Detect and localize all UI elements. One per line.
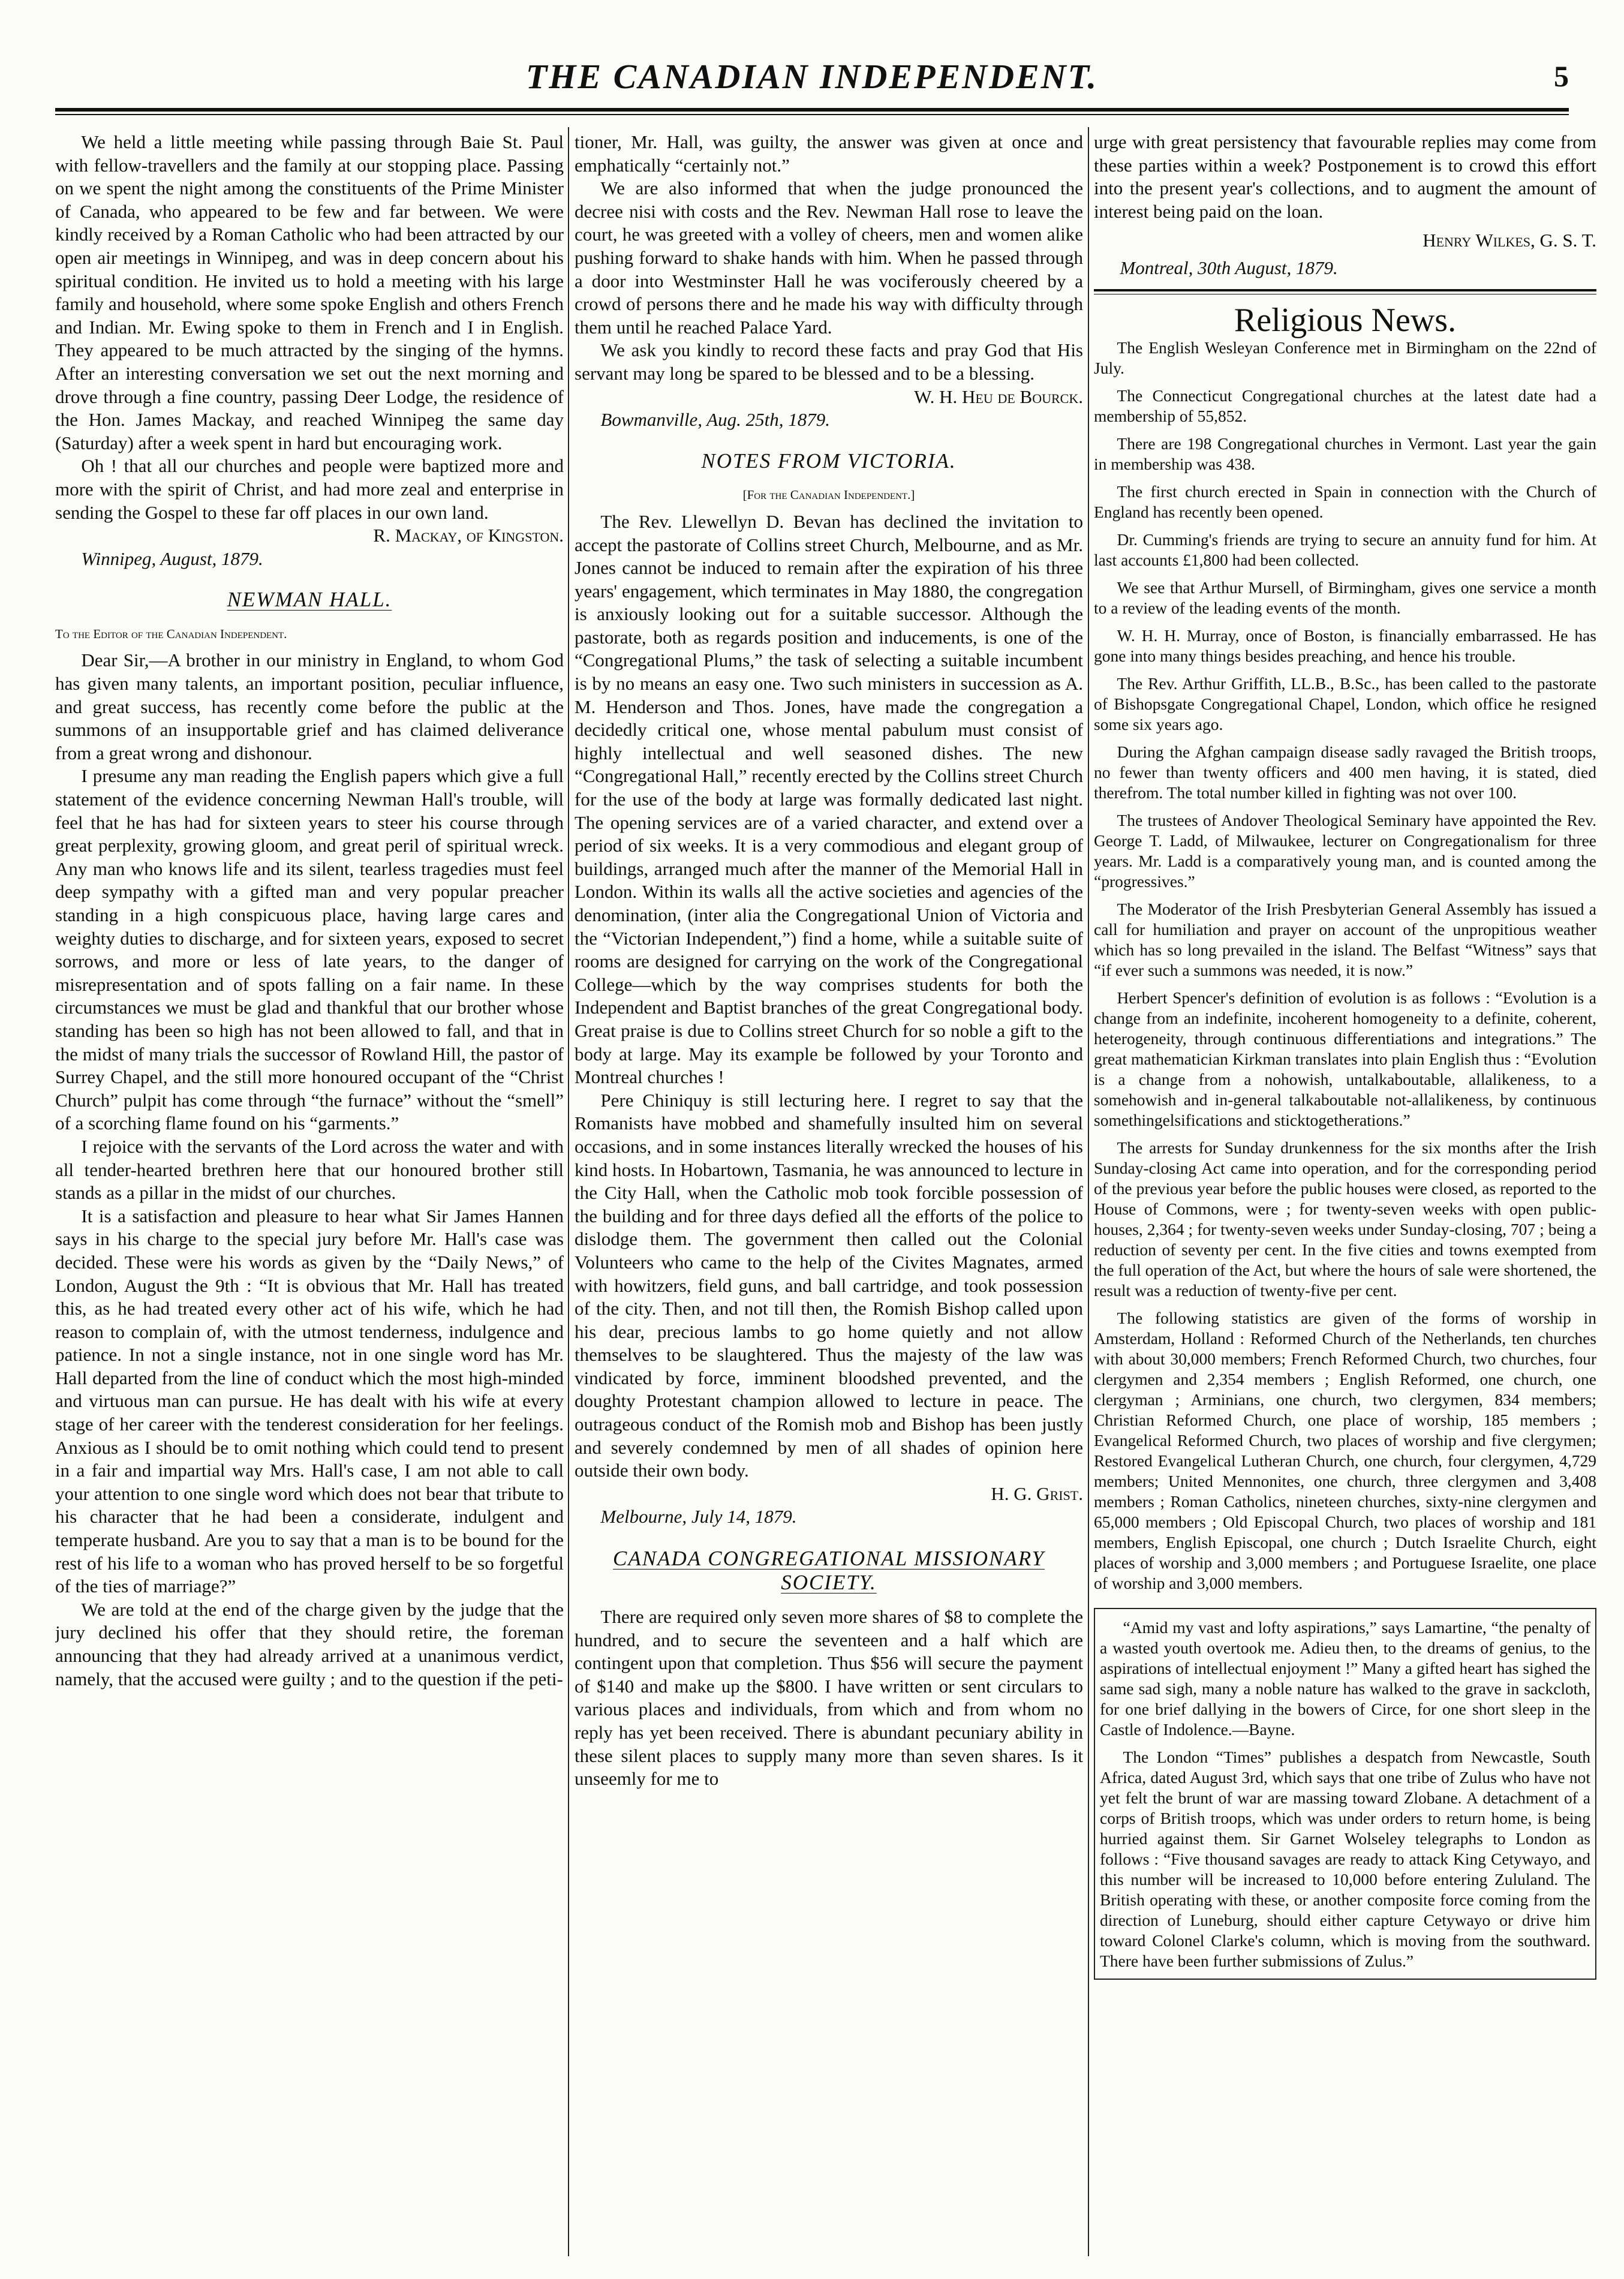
news-item: The Moderator of the Irish Presbyterian General Assembly has issued a call for humiliation and prayer on account of the unpropitious weather which has so long prevailed in the island. The Belfast “Witness” says that “if ever such a summons was needed, it is now.” [1094,900,1596,980]
article-paragraph: It is a satisfaction and pleasure to hear what Sir James Hannen says in his charge to the special jury before Mr. Hall's case was decided. These were his words as given by the “Daily News,” of London, August the 9th : “It is obvious that Mr. Hall has treated this, as he had treated every other act of his wife, which he had reason to complain of, with the utmost tenderness, indulgence and patience. In not a single instance, not in one single word has Mr. Hall departed from the line of conduct which the most high-minded and virtuous man can pursue. He has dealt with his wife at every stage of her career with the tenderest consideration for her feelings. Anxious as I should be to omit nothing which could tend to present in a fair and impartial way Mrs. Hall's case, I am not able to call your attention to one single word which does not bear that tribute to his character that he had been a considerate, indulgent and temperate husband. Are you to say that a man is to be bound for the rest of his life to a woman who has proved herself to be so forgetful of the ties of marriage?” [55,1205,564,1597]
news-item: The Connecticut Congregational churches at the latest date had a membership of 55,852. [1094,386,1596,426]
article-paragraph: We ask you kindly to record these facts and pray God that His servant may long be spared to be blessed and to be a blessing. [575,339,1083,384]
section-heading: CANADA CONGREGATIONAL MISSIONARY SOCIETY. [613,1547,1045,1595]
signature: R. Mackay, of Kingston. [373,525,564,546]
masthead-rule-thin [55,114,1569,115]
section-heading: Religious News. [1234,302,1457,339]
masthead-rule [55,108,1569,112]
article-paragraph: The Rev. Llewellyn D. Bevan has declined the invitation to accept the pastorate of Collins street Church, Melbourne, and as Mr. Jones cannot be induced to remain after the expiration of his three years' engagement, which terminates in May 1880, the congregation is anxiously looking out for a suitable successor. Although the pastorate, both as regards position and inducements, is one of the “Congregational Plums,” the task of selecting a suitable incumbent is by no means an easy one. Two such ministers in succession as A. M. Henderson and Thos. Jones, have made the congregation a decidedly critical one, whose mental pabulum must consist of highly intellectual and well seasoned dishes. The new “Congregational Hall,” recently erected by the Collins street Church for the use of the body at large was formally dedicated last night. The opening services are of a varied character, and extend over a period of six weeks. It is a very commodious and elegant group of buildings, arranged much after the manner of the Memorial Hall in London. Within its walls all the active societies and agencies of the denomination, (inter alia the Congregational Union of Victoria and the “Victorian Independent,”) find a home, while a suitable suite of rooms are designed for carrying on the work of the Congregational College—which by the way comprises students for both the Independent and Baptist branches of the great Congregational body. Great praise is due to Collins street Church for so noble a gift to the body at large. May its example be followed by your Toronto and Montreal churches ! [575,510,1083,1088]
article-paragraph: There are required only seven more shares of $8 to complete the hundred, and to secure the seventeen and a half which are contingent upon that completion. Thus $56 will secure the payment of $140 and make up the $800. I have written or sent circulars to various places and individuals, from which and from whom no reply has yet been received. There is abundant pecuniary ability in these silent places to supply many more than seven shares. Is it unseemly for me to [575,1606,1083,1790]
article-paragraph: Dear Sir,—A brother in our ministry in England, to whom God has given many talents, an important position, peculiar influence, and great success, has recently come before the public at the summons of an insupportable grief and has claimed deliverance from a great wrong and dishonour. [55,650,564,763]
news-item: Dr. Cumming's friends are trying to secure an annuity fund for him. At last accounts £1,800 had been collected. [1094,530,1596,570]
section-rule [1094,289,1596,291]
article-paragraph: urge with great persistency that favourable replies may come from these parties within a week? Postponement is to crowd this effort into the present year's collections, and to augment the amount of interest being paid on the loan. [1094,131,1596,222]
page-title: THE CANADIAN INDEPENDENT. [525,57,1099,96]
news-item: During the Afghan campaign disease sadly ravaged the British troops, no fewer than twenty officers and 400 men having, it is stated, died therefrom. The total number killed in fighting was not over 100. [1094,742,1596,802]
news-item: Herbert Spencer's definition of evolution is as follows : “Evolution is a change from an indefinite, incoherent homogeneity to a definite, coherent, heterogeneity, through continuous differentiations and integrations.” The great mathematician Kirkman translates into plain English thus : “Evolution is a change from a nohowish, untalkaboutable, allalikeness, to a somehowish and in-general talkaboutable not-allalikeness, by continuous somethingelsifications and sticktogetherations.” [1094,988,1596,1130]
article-paragraph: We held a little meeting while passing through Baie St. Paul with fellow-travellers and the family at our stopping place. Passing on we spent the night among the constituents of the Prime Minister of Canada, who appeared to be few and far between. We were kindly received by a Roman Catholic who had been attracted by our open air meetings in Winnipeg, and was in deep concern about his spiritual condition. He invited us to hold a meeting with his large family and household, where some spoke English and others French and Indian. Mr. Ewing spoke to them in French and I in English. They appeared to be much attracted by the singing of the hymns. After an interesting conversation we set out the next morning and drove through a fine country, passing Deer Lodge, the residence of the Hon. James Mackay, and reached Winnipeg the same day (Saturday) after a week spent in hard but encouraging work. [55,131,564,453]
column-divider [568,127,569,2256]
column-1 [55,131,564,2254]
source-note: [For the Canadian Independent.] [742,488,915,503]
news-item: The trustees of Andover Theological Seminary have appointed the Rev. George T. Ladd, of Milwaukee, lecturer on Congregationalism for three years. Mr. Ladd is a comparatively young man, and is counted among the “progressives.” [1094,811,1596,891]
signature: W. H. Heu de Bourck. [914,386,1083,407]
news-item: The following statistics are given of the forms of worship in Amsterdam, Holland : Reformed Church of the Netherlands, ten churches with about 30,000 members; French Reformed Church, two churches, four clergymen and 2,354 members ; English Reformed, one church, one clergyman ; Arminians, one church, two clergymen, 834 members; Christian Reformed Church, one place of worship, 185 members ; Evangelical Reformed Church, two places of worship and five clergymen; Restored Evangelical Lutheran Church, one church, four clergymen, 4,729 members; United Mennonites, one church, three clergymen and 3,408 members ; Roman Catholics, nineteen churches, sixty-nine clergymen and 65,000 members ; Old Episcopal Church, two places of worship and 181 members, English Episcopal, one church ; Dutch Israelite Church, eight places of worship and 3,000 members ; and Portuguese Israelite, one place of worship and 3,000 members. [1094,1309,1596,1593]
news-item: The London “Times” publishes a despatch from Newcastle, South Africa, dated August 3rd, which says that one tribe of Zulus who have not yet felt the brunt of war are massing toward Zlobane. A detachment of a corps of British troops, which was under orders to return home, is being hurried against them. Sir Garnet Wolseley telegraphs to London as follows : “Five thousand savages are ready to attack King Cetywayo, and this number will be increased to 10,000 before entering Zululand. The British operating with these, or another composite force coming from the direction of Luneburg, should either capture Cetywayo or drive him toward Colonel Clarke's column, which is moving from the southward. There have been further submissions of Zulus.” [1100,1748,1590,1971]
signature: H. G. Grist. [991,1483,1083,1504]
signature: Henry Wilkes, G. S. T. [1422,230,1596,251]
page-number: 5 [1554,59,1569,93]
column-2 [575,131,1083,2254]
masthead [55,50,1569,98]
news-item: W. H. H. Murray, once of Boston, is financially embarrassed. He has gone into many things besides preaching, and hence his trouble. [1094,626,1596,666]
news-item: “Amid my vast and lofty aspirations,” says Lamartine, “the penalty of a wasted youth overtook me. Adieu then, to the dreams of genius, to the aspirations of intellectual enjoyment !” Many a gifted heart has sighed the same sad sigh, many a noble nature has walked to the grave in sackcloth, for one brief dallying in the bowers of Circe, for one short sleep in the Castle of Indolence.—Bayne. [1100,1618,1590,1739]
boxed-notes [1094,1608,1596,1980]
article-paragraph: We are told at the end of the charge given by the judge that the jury declined his offer that they should retire, the foreman announcing that they had already arrived at a unanimous verdict, namely, that the accused were guilty ; and to the question if the peti- [55,1598,564,1689]
news-item: The English Wesleyan Conference met in Birmingham on the 22nd of July. [1094,338,1596,378]
article-paragraph: tioner, Mr. Hall, was guilty, the answer was given at once and emphatically “certainly not.” [575,131,1083,176]
dateline: Montreal, 30th August, 1879. [1120,257,1338,279]
column-divider [1088,127,1089,2256]
box-list [1100,1617,1590,1971]
editor-address: To the Editor of the Canadian Independent. [55,626,287,641]
news-item: The arrests for Sunday drunkenness for the six months after the Irish Sunday-closing Act came into operation, and for the corresponding period of the previous year before the public houses were closed, as reported to the House of Commons, were ; for twenty-seven weeks with open public-houses, 2,364 ; for twenty-seven weeks under Sunday-closing, 707 ; being a reduction of seventy per cent. In the five cities and towns exempted from the full operation of the Act, but where the hours of sale were shortened, the result was a reduction of twenty-five per cent. [1094,1138,1596,1300]
article-paragraph: We are also informed that when the judge pronounced the decree nisi with costs and the Rev. Newman Hall rose to leave the court, he was greeted with a volley of cheers, men and women alike pushing forward to shake hands with him. When he passed through a door into Westminster Hall he was vociferously cheered by a crowd of persons there and he made his way with difficulty through them until he reached Palace Yard. [575,178,1083,338]
article-paragraph: Pere Chiniquy is still lecturing here. I regret to say that the Romanists have mobbed and shamefully insulted him on several occasions, and in some instances literally wrecked the houses of his kind hosts. In Hobartown, Tasmania, he was announced to lecture in the City Hall, when the Catholic mob took forcible possession of the building and for three days defied all the efforts of the police to dislodge them. The government then called out the Colonial Volunteers who came to the help of the Civites Magnates, armed with howitzers, field guns, and ball cartridge, and took possession of the city. Then, and not till then, the Romish Bishop called upon his dear, precious lambs to go home quietly and not allow themselves to be slaughtered. Thus the majesty of the law was vindicated by force, imminent bloodshed prevented, and the doughty Protestant champion allowed to lecture in peace. The outrageous conduct of the Romish mob and Bishop has been justly and severely condemned by men of all shades of opinion here outside their own body. [575,1089,1083,1481]
dateline: Bowmanville, Aug. 25th, 1879. [600,409,830,431]
news-item: We see that Arthur Mursell, of Birmingham, gives one service a month to a review of the leading events of the month. [1094,578,1596,618]
news-item: There are 198 Congregational churches in Vermont. Last year the gain in membership was 438. [1094,434,1596,474]
column-3 [1094,131,1596,2254]
news-item: The Rev. Arthur Griffith, LL.B., B.Sc., has been called to the pastorate of Bishopsgate Congregational Chapel, London, which office he resigned some six years ago. [1094,674,1596,734]
dateline: Melbourne, July 14, 1879. [600,1506,797,1528]
article-paragraph: I presume any man reading the English papers which give a full statement of the evidence concerning Newman Hall's trouble, will feel that he has had for sixteen years to steer his course through great perplexity, growing gloom, and great peril of spiritual wreck. Any man who knows life and its silent, tearless tragedies must feel deep sympathy with a gifted man and very popular preacher standing in a high conspicuous place, having large cares and weighty duties to discharge, and for sixteen years, exposed to secret sorrows, and more or less of late years, to the danger of misrepresentation and of spots falling on a fair name. In these circumstances we must be glad and thankful that our brother whose standing has been so high has not been allowed to fall, and that in the midst of many trials the successor of Rowland Hill, the pastor of Surrey Chapel, and the still more honoured occupant of the “Christ Church” pulpit has come through “the furnace” without the “smell” of a scorching flame found on his “garments.” [55,765,564,1134]
section-heading: NOTES FROM VICTORIA. [701,449,957,473]
news-item: The first church erected in Spain in connection with the Church of England has recently been opened. [1094,482,1596,522]
article-paragraph: I rejoice with the servants of the Lord across the water and with all tender-hearted brethren here that our honoured brother still stands as a pillar in the midst of our churches. [55,1135,564,1204]
news-list [1094,338,1596,1594]
section-heading: NEWMAN HALL. [227,588,392,612]
article-paragraph: Oh ! that all our churches and people were baptized more and more with the spirit of Christ, and had more zeal and enterprise in sending the Gospel to these far off places in our own land. [55,455,564,523]
dateline: Winnipeg, August, 1879. [81,548,263,569]
